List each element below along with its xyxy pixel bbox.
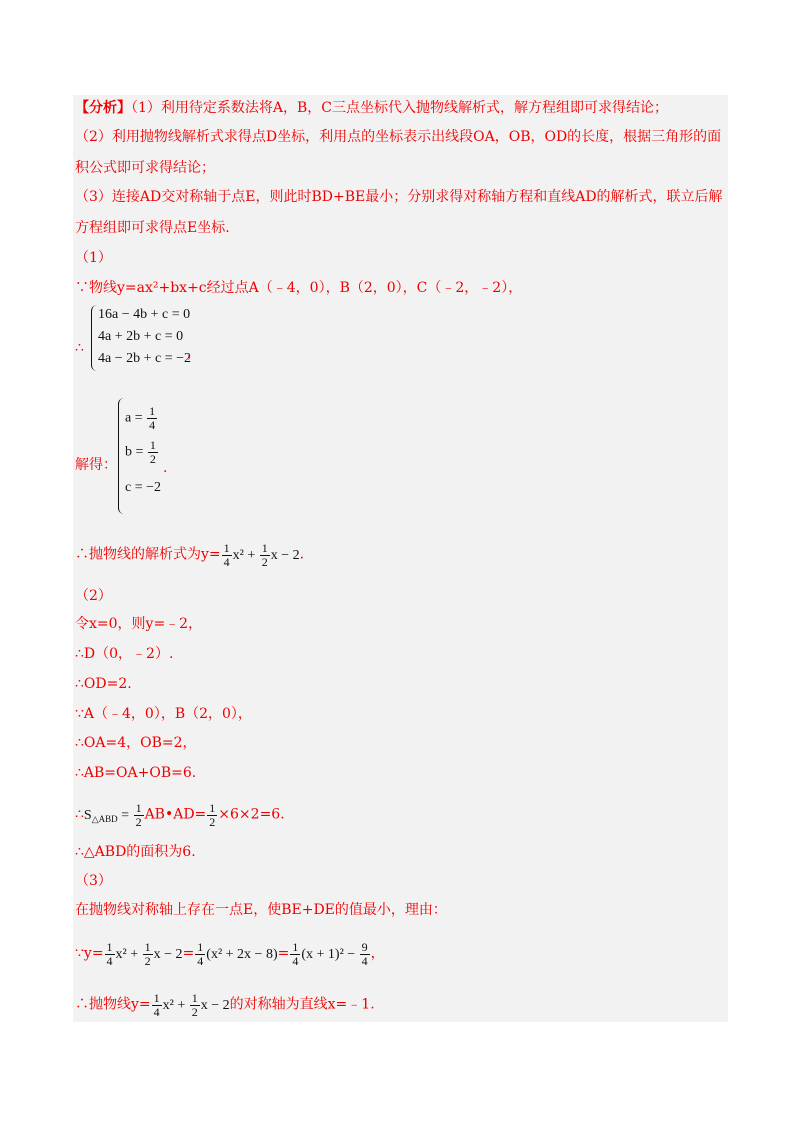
solution-c: c = −2 bbox=[125, 480, 162, 495]
equation-3: 4a − 2b + c = −2 bbox=[98, 351, 192, 366]
solution-system bbox=[118, 398, 178, 514]
system-brace bbox=[91, 305, 98, 371]
part2-line-1: 令x=0，则y=﹣2， bbox=[75, 616, 203, 632]
analysis-line-1 bbox=[75, 98, 668, 118]
axis-of-symmetry: ∴抛物线y= $\frac{1}{4}$ x² + $\frac{1}{2}$ x − 2的对称轴为直线x=﹣1. bbox=[75, 991, 375, 1019]
part2-line-3: ∴OD=2. bbox=[75, 676, 132, 692]
analysis-tag: 【分析】 bbox=[75, 100, 131, 116]
part2-line-4: ∵A（﹣4，0），B（2，0）， bbox=[75, 706, 252, 722]
part2-line-2: ∴D（0，﹣2）. bbox=[75, 646, 174, 662]
part1-given: ∵物线y=ax²+bx+c经过点A（﹣4，0），B（2，0），C（﹣2，﹣2）， bbox=[75, 280, 523, 296]
part3-label: （3） bbox=[75, 873, 112, 889]
part2-line-8: ∴△ABD的面积为6. bbox=[75, 844, 196, 860]
solution-brace bbox=[118, 398, 125, 514]
equation-system bbox=[91, 305, 201, 371]
analysis-line-2: （2）利用抛物线解析式求得点D坐标，利用点的坐标表示出线段OA，OB，OD的长度，根据三角形的面 bbox=[75, 129, 722, 145]
part2-label: （2） bbox=[75, 588, 112, 604]
analysis-text-1: （1）利用待定系数法将A，B，C三点坐标代入抛物线解析式，解方程组即可求得结论； bbox=[131, 100, 669, 116]
system-comma: ， bbox=[187, 345, 201, 361]
fraction-one-quarter: $\frac{1}{4}$ bbox=[149, 404, 156, 432]
analysis-line-4: （3）连接AD交对称轴于点E，则此时BD+BE最小；分别求得对称轴方程和直线AD的解析式，联立后解 bbox=[75, 189, 723, 205]
solution-b: b = $\frac{1}{2}$ bbox=[125, 438, 156, 466]
equation-1: 16a − 4b + c = 0 bbox=[98, 307, 191, 322]
part3-line-1: 在抛物线对称轴上存在一点E，使BE+DE的值最小，理由： bbox=[75, 902, 447, 918]
completing-square: ∵y= $\frac{1}{4}$ x² + $\frac{1}{2}$ x − 2= $\frac{1}{4}$ (x² + 2x − 8)= $\frac{1}{4}$ (x + 1)² − $\frac{9}{4}$ ， bbox=[75, 940, 385, 968]
analysis-line-3: 积公式即可求得结论； bbox=[75, 160, 215, 176]
area-formula: $\therefore S_{\triangle ABD}$ = $\frac{1}{2}$ AB•AD= $\frac{1}{2}$ ×6×2=6. bbox=[75, 801, 285, 829]
part1-label: （1） bbox=[75, 250, 112, 266]
fraction-one-half: $\frac{1}{2}$ bbox=[149, 438, 156, 466]
solve-label: 解得： bbox=[75, 457, 117, 473]
part2-line-5: ∴OA=4，OB=2， bbox=[75, 735, 197, 751]
analysis-line-5: 方程组即可求得点E坐标. bbox=[75, 220, 230, 236]
equation-2: 4a + 2b + c = 0 bbox=[98, 329, 184, 344]
part2-line-6: ∴AB=OA+OB=6. bbox=[75, 765, 197, 781]
therefore-symbol: ∴ bbox=[75, 340, 84, 356]
parabola-result: ∴抛物线的解析式为y= $\frac{1}{4}$ x² + $\frac{1}{2}$ x − 2. bbox=[75, 541, 305, 569]
solution-a: a = $\frac{1}{4}$ bbox=[125, 404, 156, 432]
solution-period: . bbox=[163, 460, 168, 476]
